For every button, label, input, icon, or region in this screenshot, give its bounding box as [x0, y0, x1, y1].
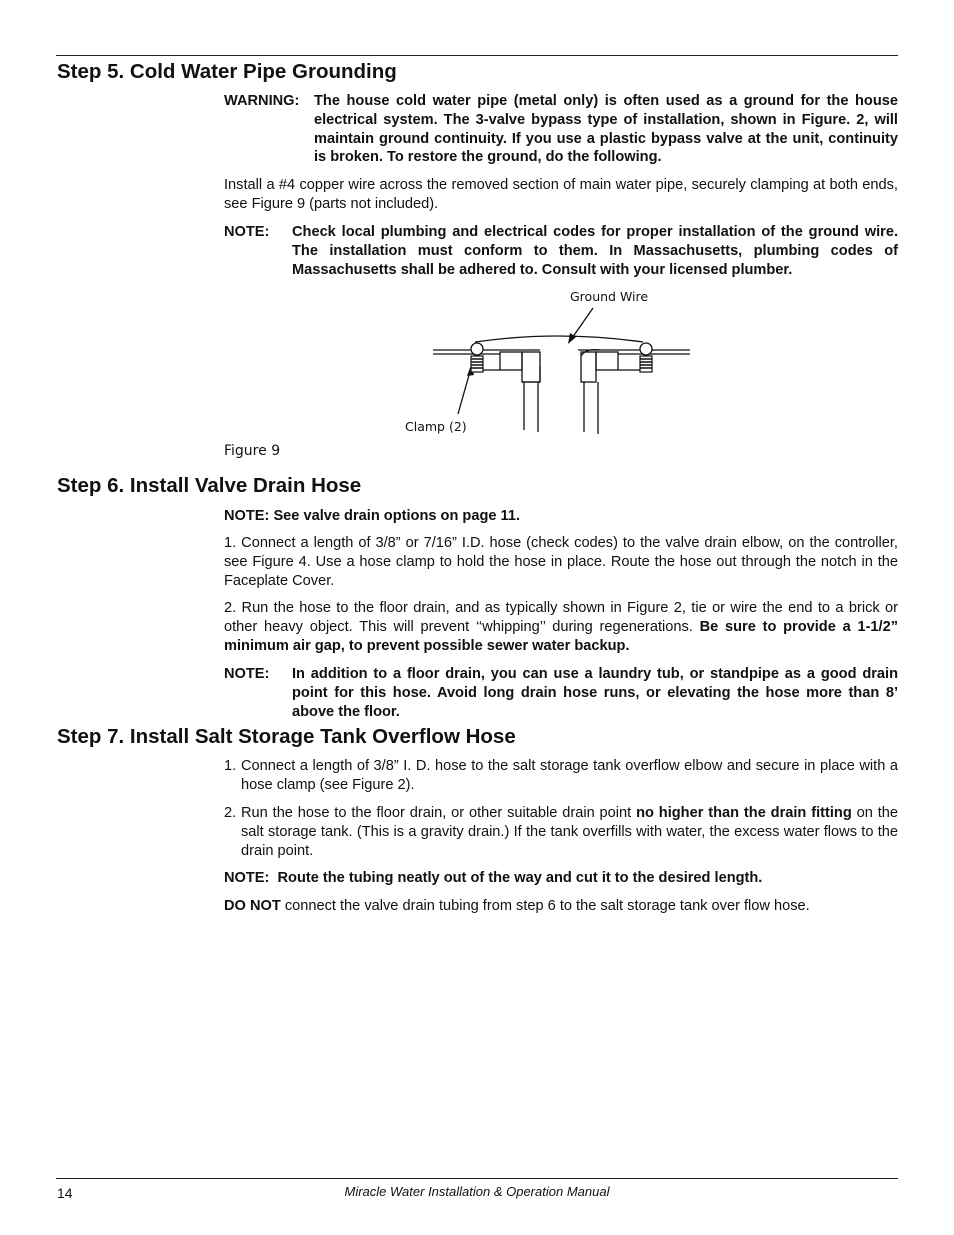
donot-text: connect the valve drain tubing from step 6 to the salt storage tank over flow hose.	[284, 898, 810, 914]
note-label: NOTE:	[224, 666, 270, 682]
item2-pre: Run the hose to the floor drain, or other suitable drain point	[241, 805, 632, 821]
step6-para2-bold: Be sure to provide a 1-1/2” minimum air gap, to prevent possible sewer water backup.	[224, 618, 899, 654]
warning-text: The house cold water pipe (metal only) is often used as a ground for the house electrical system. The 3-valve bypass type of installation, shown in Figure. 2, will maintain ground continuity. If you use a plastic bypass valve at the unit, continuity is broken. To restore the ground, do the following.	[314, 93, 898, 166]
figure9-caption: Figure 9	[224, 443, 281, 459]
right-clamp	[640, 343, 652, 372]
step6-heading: Step 6. Install Valve Drain Hose	[57, 474, 362, 497]
figure9-diagram	[400, 286, 700, 438]
step5-warning	[224, 92, 898, 167]
list-text: Connect a length of 3/8” I. D. hose to the salt storage tank overflow elbow and secure in place with a hose clamp (see Figure 2).	[241, 758, 898, 793]
step7-heading: Step 7. Install Salt Storage Tank Overflow Hose	[57, 725, 516, 748]
note-text: In addition to a floor drain, you can use a laundry tub, or standpipe as a good drain point for this hose. Avoid long drain hose runs, or elevating the hose more than 8’ above the floor.	[292, 666, 898, 720]
step6-note	[224, 665, 898, 721]
step7-donot	[224, 897, 898, 916]
note-label: NOTE:	[224, 224, 270, 240]
clamp-label: Clamp (2)	[405, 419, 467, 434]
step6-para1: 1. Connect a length of 3/8” or 7/16” I.D. hose (check codes) to the valve drain elbow, on the controller, see Figure 4. Use a hose clamp to hold the hose in place. Route the hose out through the notch in the Faceplate Cover.	[224, 535, 898, 589]
left-clamp	[471, 343, 483, 372]
warning-label: WARNING:	[224, 93, 300, 109]
page-number: 14	[57, 1185, 73, 1201]
step7-item1	[224, 757, 898, 795]
ground-wire-label: Ground Wire	[570, 289, 649, 304]
step5-body: Install a #4 copper wire across the removed section of main water pipe, securely clamping at both ends, see Figure 9 (parts not included).	[224, 177, 898, 212]
step7-note: NOTE: Route the tubing neatly out of the way and cut it to the desired length.	[224, 870, 763, 886]
note-text: Check local plumbing and electrical codes for proper installation of the ground wire. The installation must conform to them. In Massachusetts, plumbing codes of Massachusetts shall be adhered to. Consult with your licensed plumber.	[292, 224, 898, 278]
step5-note	[224, 223, 898, 279]
step6-note-top: NOTE: See valve drain options on page 11.	[224, 508, 521, 524]
footer-rule	[56, 1178, 898, 1179]
list-number: 1.	[224, 758, 237, 774]
step6-para2	[224, 599, 898, 655]
header-rule	[56, 55, 898, 56]
step5-heading: Step 5. Cold Water Pipe Grounding	[57, 60, 397, 83]
step7-item2	[224, 804, 898, 860]
item2-bold: no higher than the drain fitting	[636, 805, 852, 821]
list-text	[241, 804, 898, 860]
list-number: 2.	[224, 805, 237, 821]
item2-post: on the salt storage tank. (This is a gravity drain.) If the tank overfills with water, the excess water flows to the drain point.	[241, 805, 898, 859]
step6-para2-text: 2. Run the hose to the floor drain, and as typically shown in Figure 2, tie or wire the end to a brick or other heavy object. This will prevent ‘‘whipping’’ during regenerations.	[224, 600, 898, 635]
footer-title: Miracle Water Installation & Operation Manual	[344, 1184, 610, 1199]
donot-bold: DO NOT	[224, 898, 281, 914]
